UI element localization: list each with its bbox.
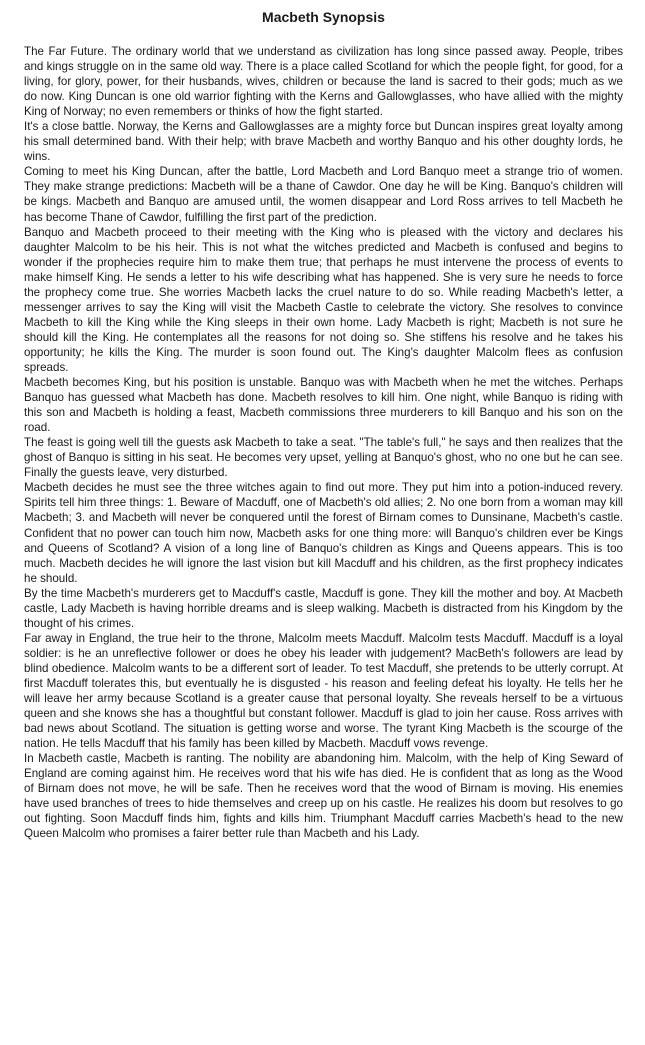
paragraph-far-future: The Far Future. The ordinary world that we understand as civilization has long since passed away. People, tribes and kings struggle on in the same old way. There is a place called Scotland for which the people fight, for good, for a living, for glory, power, for their husbands, wives, children or because the land is sacred to their gods; much as we do now. King Duncan is one old warrior fighting with the Kerns and Gallowglasses, who have allied with the mighty King of Norway; no even remembers or thinks of how the fight started. (24, 45, 623, 119)
paragraph-battle: It's a close battle. Norway, the Kerns and Gallowglasses are a mighty force but Duncan inspires great loyalty among his small determined band. With their help; with brave Macbeth and worthy Banquo and his other doughty lords, he wins. (24, 120, 623, 164)
paragraph-prophecies: Macbeth decides he must see the three witches again to find out more. They put him into a potion-induced revery. Spirits tell him three things: 1. Beware of Macduff, one of Macbeth's old allies; 2. No one born from a woman may kill Macbeth; 3. and Macbeth will never be conquered until the forest of Birnam comes to Dunsinane, Macbeth's castle. Confident that no power can touch him now, Macbeth asks for one thing more: will Banquo's children ever be Kings and Queens of Scotland? A vision of a long line of Banquo's children as Kings and Queens appears. This is too much. Macbeth decides he will ignore the last vision but kill Macduff and his children, as the first prophecy indicates he should. (24, 481, 623, 585)
paragraph-banquo: Macbeth becomes King, but his position is unstable. Banquo was with Macbeth when he met the witches. Perhaps Banquo has guessed what Macbeth has done. Macbeth resolves to kill him. One night, while Banquo is riding with this son and Macbeth is holding a feast, Macbeth commissions three murderers to kill Banquo and his son on the road. (24, 376, 623, 435)
document-title: Macbeth Synopsis (262, 9, 385, 25)
paragraph-witches: Coming to meet his King Duncan, after the battle, Lord Macbeth and Lord Banquo meet a strange trio of women. They make strange predictions: Macbeth will be a thane of Cawdor. One day he will be King. Banquo's children will be kings. Macbeth and Banquo are amused until, the women disappear and Lord Ross arrives to tell Macbeth he has become Thane of Cawdor, fulfilling the first part of the prediction. (24, 165, 623, 224)
paragraph-england: Far away in England, the true heir to the throne, Malcolm meets Macduff. Malcolm tests Macduff. Macduff is a loyal soldier: is he an unreflective follower or does he obey his leader with judgement? MacBeth's followers are lead by blind obedience. Malcolm wants to be a different sort of leader. To test Macduff, she pretends to be utterly corrupt. At first Macduff tolerates this, but eventually he is disgusted - his reason and feeling defeat his loyalty. He tells her he will leave her army because Scotland is a greater cause that personal loyalty. She reveals herself to be a virtuous queen and she knows she has a thoughtful but constant follower. Macduff is glad to join her cause. Ross arrives with bad news about Scotland. The situation is getting worse and worse. The tyrant King Macbeth is the scourge of the nation. He tells Macduff that his family has been killed by Macbeth. Macduff vows revenge. (24, 631, 623, 751)
paragraph-macduff-castle: By the time Macbeth's murderers get to Macduff's castle, Macduff is gone. They kill the mother and boy. At Macbeth castle, Lady Macbeth is having horrible dreams and is sleep walking. Macbeth is distracted from his Kingdom by the thought of his crimes. (24, 586, 623, 630)
paragraph-murder-of-duncan: Banquo and Macbeth proceed to their meeting with the King who is pleased with the victory and declares his daughter Malcolm to be his heir. This is not what the witches predicted and Macbeth is confused and begins to wonder if the prophecies require him to make them true; that perhaps he must intervene the process of events to make himself King. He sends a letter to his wife describing what has happened. She is very sure he needs to force the prophecy come true. She worries Macbeth lacks the cruel nature to do so. While reading Macbeth's letter, a messenger arrives to say the King will visit the Macbeth Castle to celebrate the victory. She resolves to convince Macbeth to kill the King while the King sleeps in their own home. Lady Macbeth is right; Macbeth is not sure he should kill the King. He contemplates all the reasons for not doing so. She stiffens his resolve and he takes his opportunity; he kills the King. The murder is soon found out. The King's daughter Malcolm flees as confusion spreads. (24, 225, 623, 374)
synopsis-body (24, 44, 623, 841)
paragraph-feast: The feast is going well till the guests ask Macbeth to take a seat. "The table's full," he says and then realizes that the ghost of Banquo is sitting in his seat. He becomes very upset, yelling at Banquo's ghost, who no one but he can see. Finally the guests leave, very disturbed. (24, 436, 623, 480)
paragraph-ending: In Macbeth castle, Macbeth is ranting. The nobility are abandoning him. Malcolm, with the help of King Seward of England are coming against him. He receives word that his wife has died. He is confident that as long as the Wood of Birnam does not move, he will be safe. Then he receives word that the wood of Birnam is moving. His enemies have used branches of trees to hide themselves and creep up on his castle. He realizes his doom but resolves to go out fighting. Soon Macduff finds him, fights and kills him. Triumphant Macduff carries Macbeth's head to the new Queen Malcolm who promises a fairer better rule than Macbeth and his Lady. (24, 752, 623, 841)
